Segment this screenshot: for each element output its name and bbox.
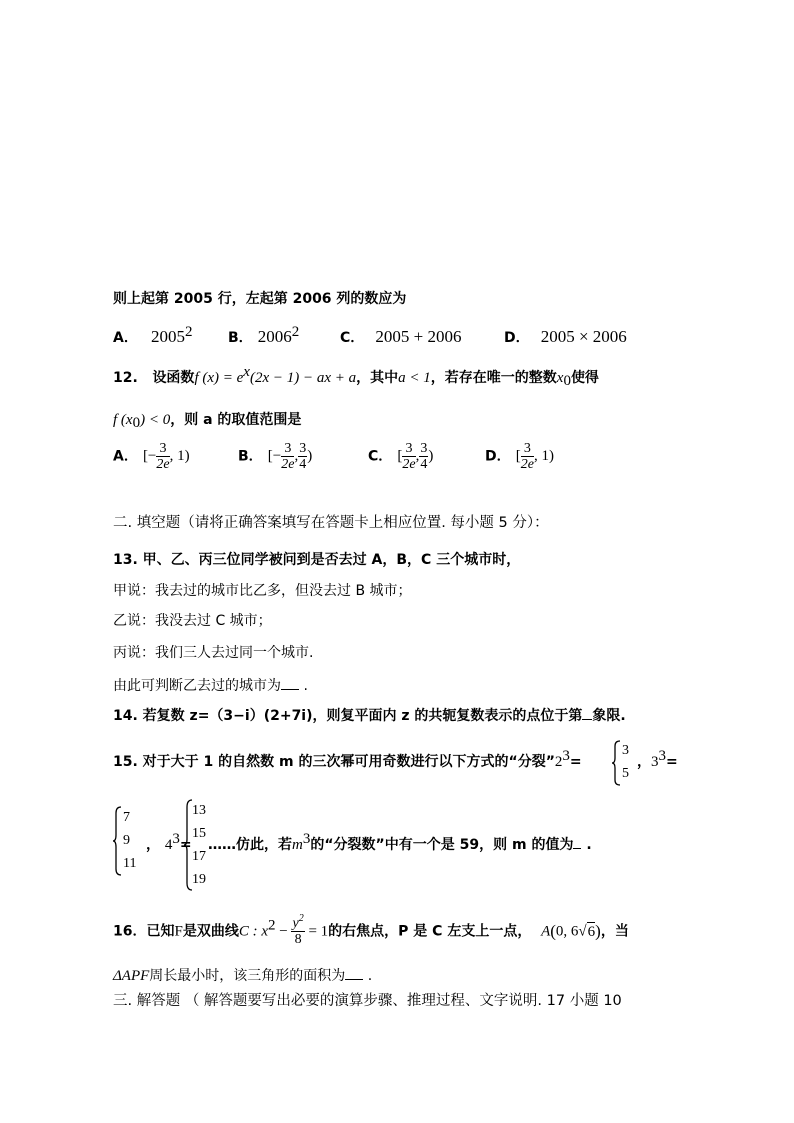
q11-option-c: C． 2005 + 2006 [340, 327, 462, 346]
q13-line3: 乙说：我没去过 C 城市； [113, 613, 272, 629]
answer-blank [281, 689, 299, 690]
q11-tail: 则上起第 2005 行，左起第 2006 列的数应为 [113, 291, 407, 307]
q13-line2: 甲说：我去过的城市比乙多，但没去过 B 城市； [113, 583, 412, 599]
q11-option-b: B． 2006$^2$ [228, 324, 300, 346]
section-3-heading: 三. 解答题 （ 解答题要写出必要的演算步骤、推理过程、文字说明. 17 小题 10 [113, 993, 622, 1009]
q15-four-cubed: ， $4^3=$ [146, 831, 192, 853]
q14-line: 14. 若复数 z=（3−i）(2+7i)，则复平面内 z 的共轭复数表示的点位于第 象限. [113, 708, 626, 724]
q11-option-a: A． 2005$^2$ [113, 324, 193, 346]
section-2-heading: 二. 填空题（请将正确答案填写在答题卡上相应位置. 每小题 5 分）： [113, 515, 549, 531]
q15-line1: 15. 对于大于 1 的自然数 m 的三次幂可用奇数进行以下方式的“分裂$”2^3=$ [113, 748, 582, 770]
q13-line4: 丙说：我们三人去过同一个城市. [113, 645, 314, 661]
split-set-3: 7 9 11 [123, 810, 137, 871]
answer-blank [573, 848, 581, 849]
q12-option-c: C． [ $\frac{3}{2e}$ , $\frac{3}{4}$ ) [368, 441, 434, 472]
q13-line1: 13. 甲、乙、丙三位同学被问到是否去过 A，B，C 三个城市时， [113, 552, 521, 568]
answer-blank [345, 979, 363, 980]
brace-2 [611, 740, 621, 786]
q12-line2: f $(x_0) < 0$，则 a 的取值范围是 [113, 412, 302, 431]
q11-option-d: D． 2005 × 2006 [504, 327, 627, 346]
split-set-4: 13 15 17 19 [192, 803, 206, 887]
q13-line5: 由此可判断乙去过的城市为 . [113, 678, 308, 694]
q12-option-a: A． [− $\frac{3}{2e}$ , 1) [113, 441, 190, 472]
q12-line1: 12. 设函数f $(x) = e^x(2x - 1)$ − ax + a，其中a < 1，若存在唯一的整数$x_0$使得 [113, 364, 599, 389]
split-set-2: 3 5 [622, 743, 629, 781]
q12-option-d: D． [ $\frac{3}{2e}$ , 1) [485, 441, 554, 472]
q15-three-cubed: ，$3^3=$ [637, 748, 678, 770]
brace-3 [112, 806, 122, 876]
q15-line2: ……仿此，若$m^3$的“分裂数”中有一个是 59，则 m 的值为 . [208, 831, 592, 853]
answer-blank [582, 719, 592, 720]
q16-line2: ΔAPF周长最小时，该三角形的面积为 . [113, 968, 373, 984]
q12-option-b: B． [− $\frac{3}{2e}$ , $\frac{3}{4}$ ) [238, 441, 313, 472]
q16-line1: 16．已知F是双曲线C : $x^2$ − $\frac{y^2}{8}$ = 1的右焦点，P 是 C 左支上一点， A(0, 6√6)，当 [113, 913, 629, 947]
